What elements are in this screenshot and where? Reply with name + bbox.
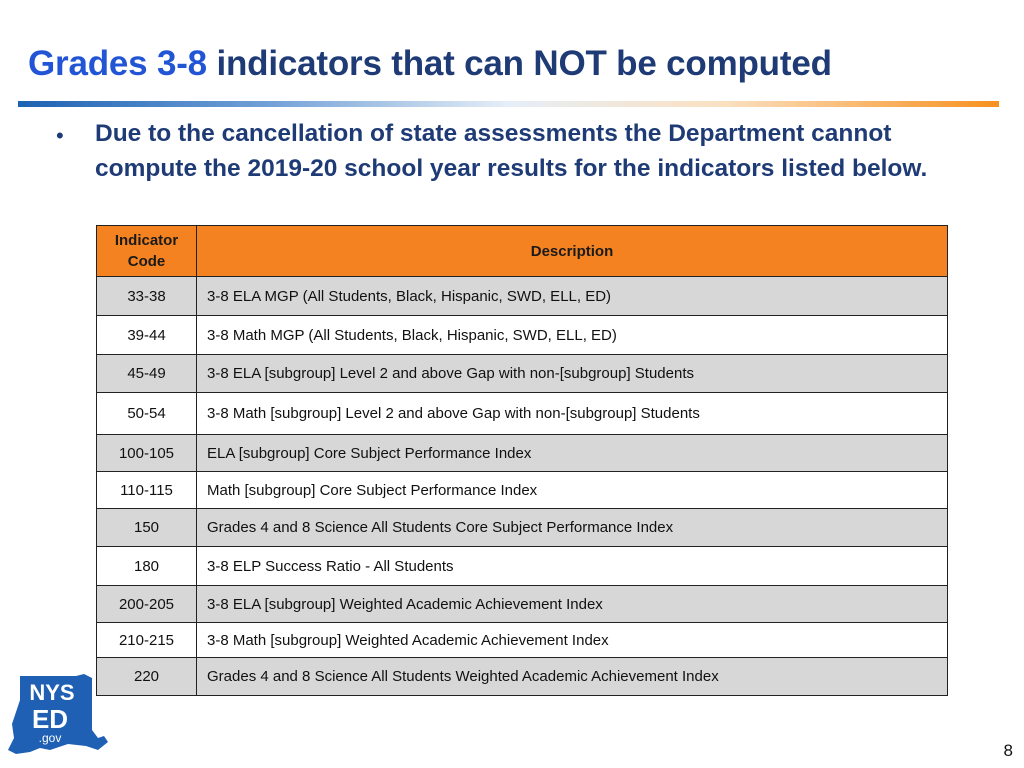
description-cell: 3-8 Math [subgroup] Level 2 and above Gap with non-[subgroup] Students	[197, 393, 948, 435]
indicator-table	[96, 225, 948, 696]
description-cell: 3-8 Math [subgroup] Weighted Academic Achievement Index	[197, 623, 948, 658]
title-accent: Grades 3-8	[28, 44, 207, 83]
header-indicator-code-label: Indicator Code	[114, 232, 179, 270]
indicator-code-cell: 180	[97, 547, 197, 586]
indicator-code-cell: 210-215	[97, 623, 197, 658]
description-cell: ELA [subgroup] Core Subject Performance Index	[197, 435, 948, 472]
table-row	[97, 355, 948, 393]
description-cell: 3-8 ELA [subgroup] Level 2 and above Gap with non-[subgroup] Students	[197, 355, 948, 393]
header-description: Description	[197, 226, 948, 277]
nysed-logo	[6, 672, 110, 756]
slide-title	[28, 44, 832, 84]
header-indicator-code	[97, 226, 197, 277]
table-row	[97, 586, 948, 623]
indicator-code-cell: 200-205	[97, 586, 197, 623]
table-header-row	[97, 226, 948, 277]
indicator-code-cell: 39-44	[97, 316, 197, 355]
indicator-code-cell: 33-38	[97, 277, 197, 316]
logo-line-gov: .gov	[38, 731, 62, 745]
table-row	[97, 277, 948, 316]
description-cell: 3-8 Math MGP (All Students, Black, Hispanic, SWD, ELL, ED)	[197, 316, 948, 355]
logo-line-ed: ED	[31, 704, 69, 734]
bullet-icon: •	[56, 123, 64, 148]
logo-line-nys: NYS	[29, 680, 75, 705]
table-row	[97, 393, 948, 435]
indicator-code-cell: 220	[97, 658, 197, 696]
table-row	[97, 658, 948, 696]
table-row	[97, 623, 948, 658]
description-cell: Math [subgroup] Core Subject Performance Index	[197, 472, 948, 509]
table-row	[97, 547, 948, 586]
indicator-code-cell: 150	[97, 509, 197, 547]
indicator-code-cell: 50-54	[97, 393, 197, 435]
indicator-code-cell: 45-49	[97, 355, 197, 393]
bullet-item	[56, 117, 956, 186]
table-row	[97, 435, 948, 472]
description-cell: Grades 4 and 8 Science All Students Weighted Academic Achievement Index	[197, 658, 948, 696]
indicator-code-cell: 110-115	[97, 472, 197, 509]
title-rest: indicators that can NOT be computed	[216, 44, 832, 83]
description-cell: 3-8 ELP Success Ratio - All Students	[197, 547, 948, 586]
description-cell: Grades 4 and 8 Science All Students Core Subject Performance Index	[197, 509, 948, 547]
table-row	[97, 316, 948, 355]
description-cell: 3-8 ELA MGP (All Students, Black, Hispanic, SWD, ELL, ED)	[197, 277, 948, 316]
title-divider	[18, 101, 999, 107]
page-number: 8	[1003, 741, 1013, 760]
table-row	[97, 472, 948, 509]
bullet-text: Due to the cancellation of state assessments the Department cannot compute the 2019-20 school year results for the indicators listed below.	[95, 120, 928, 182]
table-row	[97, 509, 948, 547]
description-cell: 3-8 ELA [subgroup] Weighted Academic Achievement Index	[197, 586, 948, 623]
indicator-code-cell: 100-105	[97, 435, 197, 472]
